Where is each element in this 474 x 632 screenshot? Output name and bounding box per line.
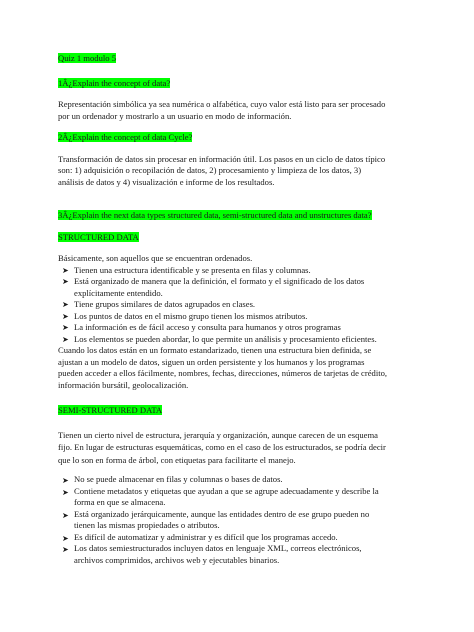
structured-closing-line: Cuando los datos están en un formato estandarizado, tienen una estructura bien definida, se: [58, 345, 372, 355]
structured-intro: Básicamente, son aquellos que se encuentran ordenados.: [58, 253, 253, 263]
answer-1-line: Representación simbólica ya sea numérica o alfabética, cuyo valor está listo para ser procesado: [58, 99, 386, 109]
arrowhead-bullet-icon: ➤: [62, 311, 69, 321]
question-2-text: 2Â¿Explain the concept of data Cycle?: [58, 132, 193, 142]
arrowhead-bullet-icon: ➤: [62, 300, 69, 309]
semi-structured-heading: [58, 405, 420, 417]
list-item: [58, 276, 394, 299]
list-item-text: forma en que se almacena.: [74, 497, 166, 507]
answer-1-line: por un ordenador y mostrarlo a un usuario en modo de información.: [58, 110, 292, 121]
list-item-text: La información es de fácil acceso y consulta para humanos y otros programas: [74, 322, 341, 332]
list-item: [58, 532, 420, 544]
list-item-text: Está organizado de manera que la definición, el formato y el significado de los datos explícitamente entendido.: [74, 276, 365, 298]
arrowhead-bullet-icon: ➤: [62, 487, 69, 497]
answer-2-line: son: 1) adquisición o recopilación de datos, 2) procesamiento y limpieza de los datos, 3): [58, 165, 362, 175]
semi-structured-intro-line: Tienen un cierto nivel de estructura, jerarquía y organización, aunque carecen de un esquema: [58, 429, 378, 440]
list-item: [58, 486, 420, 509]
list-item: [58, 334, 420, 346]
list-item-text: No se puede almacenar en filas y columnas o bases de datos.: [74, 474, 283, 484]
list-item-text: Los elementos se pueden abordar, lo que permite un análisis y procesamiento eficientes.: [74, 333, 377, 344]
semi-structured-intro: [58, 429, 420, 467]
structured-closing: [58, 345, 420, 391]
list-item-text: Los datos semiestructurados incluyen datos en lenguaje XML, correos electrónicos,: [74, 543, 362, 553]
question-3-text: 3Â¿Explain the next data types structured data, semi-structured data and unstructures data?: [58, 210, 372, 220]
question-2: [58, 132, 420, 144]
list-item: [58, 322, 420, 334]
arrowhead-bullet-icon: ➤: [62, 277, 69, 286]
list-item: [58, 299, 420, 311]
semi-structured-heading-text: SEMI-STRUCTURED DATA: [58, 405, 163, 415]
list-item-text: Contiene metadatos y etiquetas que ayudan a que se agrupe adecuadamente y describe la: [74, 485, 379, 496]
arrowhead-bullet-icon: ➤: [62, 510, 69, 520]
structured-heading-text: STRUCTURED DATA: [58, 231, 139, 242]
structured-closing-line: ajustan a un modelo de datos, siguen un orden persistente y los humanos y los programas: [58, 356, 365, 367]
semi-structured-intro-line: fijo. En lugar de estructuras esquemáticas, como en el caso de los estructurados, se podría decir: [58, 442, 386, 452]
answer-2: [58, 154, 420, 189]
arrowhead-bullet-icon: ➤: [62, 334, 69, 344]
list-item-text: Tiene grupos similares de datos agrupados en clases.: [74, 299, 256, 309]
answer-1: [58, 99, 420, 122]
question-3: [58, 210, 420, 222]
list-item-text: tienen las mismas propiedades o atributos.: [74, 520, 220, 530]
answer-2-line: Transformación de datos sin procesar en información útil. Los pasos en un ciclo de datos típico: [58, 153, 386, 164]
document-title: [58, 53, 420, 65]
structured-bullet-list: [58, 265, 420, 346]
document-title-text: Quiz 1 modulo 5: [58, 53, 117, 63]
list-item-text: Los puntos de datos en el mismo grupo tienen los mismos atributos.: [74, 310, 308, 321]
structured-closing-line: información bursátil, geolocalización.: [58, 379, 189, 390]
semi-structured-intro-line: que lo son en forma de árbol, con etiquetas para facilitarte el manejo.: [58, 454, 296, 465]
question-1-text: 1Â¿Explain the concept of data?: [58, 77, 171, 88]
structured-closing-line: pueden acceder a ellos fácilmente, nombres, fechas, direcciones, números de tarjetas de crédito,: [58, 368, 388, 378]
question-1: [58, 78, 420, 90]
answer-2-line: análisis de datos y 4) visualización e informe de los resultados.: [58, 176, 275, 187]
list-item-text: Está organizado jerárquicamente, aunque las entidades dentro de ese grupo pueden no: [74, 508, 370, 519]
arrowhead-bullet-icon: ➤: [62, 323, 69, 332]
list-item-text: Es difícil de automatizar y administrar y es difícil que los programas accedo.: [74, 531, 338, 542]
list-item: [58, 474, 420, 486]
list-item: [58, 265, 420, 277]
arrowhead-bullet-icon: ➤: [62, 533, 69, 543]
arrowhead-bullet-icon: ➤: [62, 545, 69, 554]
document-content: [58, 53, 420, 566]
semi-structured-bullet-list: [58, 474, 420, 566]
arrowhead-bullet-icon: ➤: [62, 265, 69, 275]
list-item: [58, 311, 420, 323]
list-item-text: Tienen una estructura identificable y se presenta en filas y columnas.: [74, 264, 311, 275]
structured-heading: [58, 232, 420, 244]
list-item: [58, 543, 420, 566]
arrowhead-bullet-icon: ➤: [62, 476, 69, 485]
list-item: [58, 509, 420, 532]
list-item-text: archivos comprimidos, archivos web y ejecutables binarios.: [74, 554, 280, 565]
